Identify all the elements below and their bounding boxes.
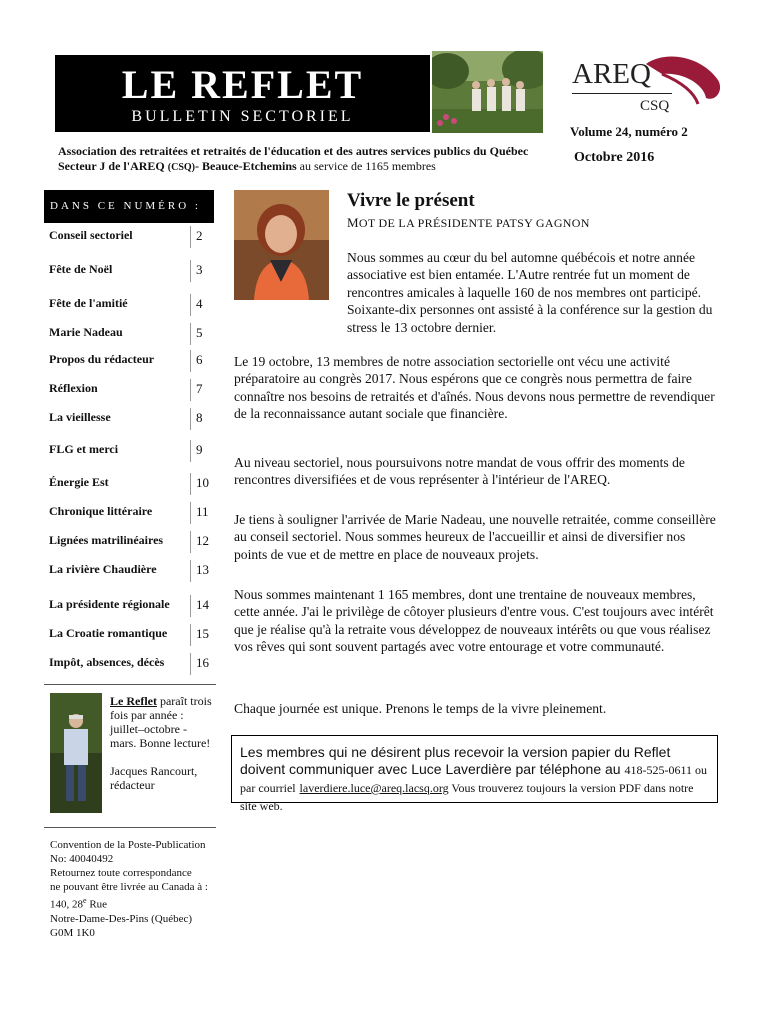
toc-separator	[190, 502, 191, 524]
toc-separator	[190, 350, 191, 372]
toc-item[interactable]	[44, 294, 216, 316]
toc-item[interactable]	[44, 350, 216, 372]
toc-item-page: 12	[196, 533, 209, 548]
toc-separator	[190, 595, 191, 617]
editor-note: Le Reflet paraît trois fois par année : juillet–octobre - mars. Bonne lecture! Jacques Rancourt, rédacteur	[110, 694, 215, 792]
toc-separator	[190, 473, 191, 495]
notice-box: Les membres qui ne désirent plus recevoir la version papier du Reflet doivent communiquer avec Luce Laverdière par téléphone au 418-525-0611 ou par courriel laverdiere.luce@areq.lacsq.org Vous trouverez toujours la version PDF dans notre site web.	[231, 735, 718, 803]
postal-info: Convention de la Poste-Publication No: 40040492 Retournez toute correspondance ne pouvant être livrée au Canada à : 140, 28e Rue Notre-Dame-Des-Pins (Québec) G0M 1K0	[50, 839, 208, 939]
toc-item-label: Chronique littéraire	[49, 504, 153, 518]
article-paragraph: Chaque journée est unique. Prenons le temps de la vivre pleinement.	[234, 701, 607, 716]
article-subtitle: MOT DE LA PRÉSIDENTE PATSY GAGNON	[347, 215, 590, 230]
toc-item-page: 4	[196, 296, 203, 311]
toc-separator	[190, 531, 191, 553]
masthead	[55, 55, 430, 132]
toc-item[interactable]	[44, 379, 216, 401]
issue-date: Octobre 2016	[574, 150, 655, 165]
group-photo	[432, 51, 543, 133]
editor-signature: Jacques Rancourt, rédacteur	[110, 764, 198, 792]
association-line	[58, 144, 528, 175]
toc-item-page: 16	[196, 655, 209, 670]
toc-separator	[190, 440, 191, 462]
toc-item-page: 13	[196, 562, 209, 577]
email-link[interactable]: laverdiere.luce@areq.lacsq.org	[299, 781, 449, 795]
sector-line: Secteur J de l'AREQ (CSQ)- Beauce-Etchemins au service de 1165 membres	[58, 159, 436, 173]
toc-item-label: Impôt, absences, décès	[49, 655, 165, 669]
toc-item-label: Marie Nadeau	[49, 325, 123, 339]
toc-separator	[190, 408, 191, 430]
toc-item[interactable]	[44, 624, 216, 646]
toc-item-page: 10	[196, 475, 209, 490]
issue-volume: Volume 24, numéro 2	[570, 124, 688, 139]
toc-item-label: FLG et merci	[49, 442, 119, 456]
toc-item-page: 7	[196, 381, 203, 396]
toc-item[interactable]	[44, 323, 216, 345]
toc-separator	[190, 260, 191, 282]
toc-item-page: 2	[196, 228, 203, 243]
toc-item-label: Propos du rédacteur	[49, 352, 155, 366]
newsletter-title: LE REFLET	[121, 62, 364, 107]
toc-separator	[190, 379, 191, 401]
logo-sub: CSQ	[640, 98, 670, 114]
toc-item-label: Fête de l'amitié	[49, 296, 128, 310]
president-photo	[234, 190, 329, 300]
toc-separator	[190, 653, 191, 675]
toc-item-label: La Croatie romantique	[49, 626, 168, 640]
logo-name: AREQ	[572, 58, 651, 90]
toc-item-label: La vieillesse	[49, 410, 111, 424]
editor-photo	[50, 693, 102, 813]
toc-item[interactable]	[44, 560, 216, 582]
toc-item-page: 9	[196, 442, 203, 457]
toc-item-page: 11	[196, 504, 209, 519]
toc-item[interactable]	[44, 502, 216, 524]
article-paragraph: Le 19 octobre, 13 membres de notre association sectorielle ont vécu une activité préparatoire au congrès 2017. Nous espérons que ce congrès nous permettra de faire connaître nos besoins de retraités et d'aînés. Nous devons nous permettre de revendiquer de la reconnaissance autant sociale que financière.	[234, 354, 715, 422]
toc-item[interactable]	[44, 473, 216, 495]
toc-separator	[190, 323, 191, 345]
toc-item[interactable]	[44, 260, 216, 282]
toc-item-label: La présidente régionale	[49, 597, 170, 611]
toc-heading: DANS CE NUMÉRO :	[44, 190, 214, 223]
toc-separator	[190, 294, 191, 316]
toc-separator	[190, 226, 191, 248]
toc-item-page: 14	[196, 597, 209, 612]
association-name: Association des retraitées et retraités de l'éducation et des autres services publics du Québec	[58, 144, 529, 158]
article-paragraph: Nous sommes maintenant 1 165 membres, dont une trentaine de nouveaux membres, cette année. J'ai le privilège de côtoyer plusieurs d'entre vous. C'est toujours avec intérêt que je réalise qu'à la retraite vous développez de nouveaux intérêts ou que vous réalisez vos rêves qui sont souvent partagés avec votre entourage et votre communauté.	[234, 587, 714, 655]
toc-separator	[190, 560, 191, 582]
article-paragraph: Au niveau sectoriel, nous poursuivons notre mandat de vous offrir des moments de rencontres diversifiées et de vous représenter à l'intérieur de l'AREQ.	[234, 455, 685, 488]
toc-item-label: Lignées matrilinéaires	[49, 533, 164, 547]
toc-item-label: Réflexion	[49, 381, 98, 395]
article-paragraph: Nous sommes au cœur du bel automne québécois et notre année associative est bien entamée. L'Autre rentrée fut un moment de rencontres amicales à laquelle 160 de nos membres ont participé. Soixante-dix personnes ont assisté à la conférence sur la gestion du stress le 13 octobre dernier.	[347, 250, 713, 335]
toc-item-label: Fête de Noël	[49, 262, 113, 276]
toc-item-page: 3	[196, 262, 203, 277]
toc-item-page: 8	[196, 410, 203, 425]
toc-item-label: La rivière Chaudière	[49, 562, 157, 576]
article-title: Vivre le présent	[347, 190, 475, 211]
toc-item[interactable]	[44, 408, 216, 430]
logo-divider	[572, 93, 672, 94]
toc-item[interactable]	[44, 226, 216, 248]
toc-item[interactable]	[44, 440, 216, 462]
toc-item-label: Conseil sectoriel	[49, 228, 133, 242]
toc-item-page: 5	[196, 325, 203, 340]
toc-item-page: 15	[196, 626, 209, 641]
toc-item-page: 6	[196, 352, 203, 367]
newsletter-subtitle: BULLETIN SECTORIEL	[131, 108, 354, 125]
toc-item-label: Énergie Est	[49, 475, 109, 489]
article-paragraph: Je tiens à souligner l'arrivée de Marie Nadeau, une nouvelle retraitée, comme conseillère au conseil sectoriel. Nous sommes heureux de l'accueillir et ainsi de diversifier nos points de vue et de mettre en place de nouveaux projets.	[234, 512, 716, 562]
toc-item[interactable]	[44, 531, 216, 553]
toc-item[interactable]	[44, 653, 216, 675]
newsletter-name: Le Reflet	[110, 694, 157, 708]
toc-separator	[190, 624, 191, 646]
toc-item[interactable]	[44, 595, 216, 617]
